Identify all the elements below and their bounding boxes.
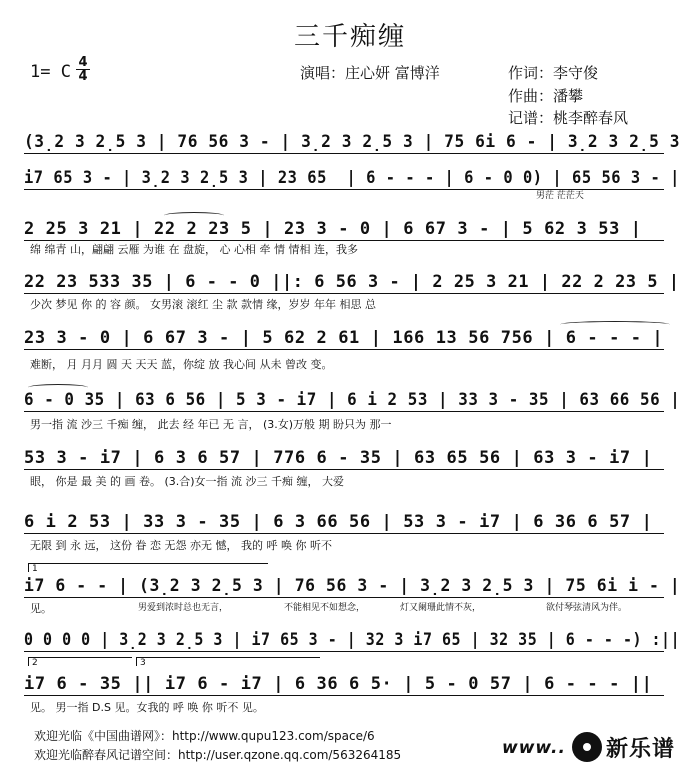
lyric-line: 男一指 流 沙三 千痴 缠， 此去 经 年已 无 言， (3.女)万般 期 盼只为 那一 <box>30 418 392 431</box>
underline-beam <box>24 651 664 652</box>
underline-beam <box>24 469 664 470</box>
transcriber-credit: 记谱：桃李醉春风 <box>508 109 629 127</box>
composer-credit: 作曲：潘攀 <box>508 87 584 105</box>
notation-line: 22 23 533 35 | 6 - - 0 ||: 6 56 3 - | 2 25 3 21 | 22 2 23 5 | <box>24 272 680 292</box>
logo-name: 新乐谱 <box>606 737 676 762</box>
lyric-line: 难断， 月 月月 圆 天 天天 蓝，你绽 放 我心间 从未 曾改 变。 <box>30 358 333 371</box>
lyric-line: 见。 男一指 D.S 见。女我的 呼 唤 你 听不 见。 <box>30 701 264 714</box>
footer-link-qupu123: 欢迎光临《中国曲谱网》：http://www.qupu123.com/space/6 <box>34 729 375 743</box>
aside-lyric-2: 不能相见不如想念， <box>284 603 366 613</box>
notation-line: i7 6 - - | (3̣2 3 2̣5 3 | 76 56 3 - | 3̣2 3 2̣5 3 | 75 6i i - | <box>24 576 681 596</box>
lyric-line: 见。 <box>30 602 52 615</box>
notation-line: (3̣2 3 2̣5 3 | 76 56 3 - | 3̣2 3 2̣5 3 | 75 6i 6 - | 3̣2 3 2̣5 3 <box>24 132 681 152</box>
aside-lyric-4: 欲付琴弦清风为伴。 <box>546 603 628 613</box>
notation-line: i7 6 - 35 || i7 6 - i7 | 6 36 6 5· | 5 - 0 57 | 6 - - - || <box>24 674 653 694</box>
time-signature <box>76 56 90 83</box>
notation-line: 0 0 0 0 | 3̣2 3 2̣5 3 | i7 65 3 - | 32 3 i7 65 | 32 35 | 6 - - -) :|| <box>24 630 681 650</box>
notation-line: 2 25 3 21 | 22 2 23 5 | 23 3 - 0 | 6 67 3 - | 5 62 3 53 | <box>24 219 642 239</box>
notation-line: 6 - 0 35 | 63 6 56 | 5 3 - i7 | 6 i 2 53 | 33 3 - 35 | 63 66 56 | <box>24 390 681 410</box>
score-system-1 <box>24 132 680 168</box>
time-signature-top: 4 <box>76 56 90 70</box>
logo-prefix: www.. <box>502 738 566 758</box>
underline-beam <box>24 533 664 534</box>
notation-line: 53 3 - i7 | 6 3 6 57 | 776 6 - 35 | 63 65 56 | 63 3 - i7 | <box>24 448 653 468</box>
volta-bracket-1: 1 <box>28 563 268 572</box>
underline-beam <box>24 293 664 294</box>
aside-lyric-1: 男爱到浓时总也无言， <box>138 603 229 613</box>
lyric-line: 少次 梦见 你 的 容 颜。 女男滚 滚红 尘 款 款情 缘，岁岁 年年 相思 总 <box>30 298 376 311</box>
volta-bracket-3: 3 <box>136 657 320 666</box>
underline-beam <box>24 349 664 350</box>
song-title: 三千痴缠 <box>293 22 406 52</box>
music-disc-icon <box>572 732 602 762</box>
lyric-line: 绵 绵青 山，翩翩 云雁 为谁 在 盘旋， 心 心相 牵 情 情相 连，我多 <box>30 243 358 256</box>
lyric-line: 无限 到 永 远， 这份 眷 恋 无怨 亦无 憾， 我的 呼 唤 你 听不 <box>30 539 332 552</box>
underline-beam <box>24 153 664 154</box>
slur-mark <box>28 384 88 391</box>
underline-beam <box>24 695 664 696</box>
underline-beam <box>24 411 664 412</box>
site-logo <box>502 730 692 764</box>
slur-mark <box>164 212 224 219</box>
notation-line: 23 3 - 0 | 6 67 3 - | 5 62 2 61 | 166 13 56 756 | 6 - - - | <box>24 328 664 348</box>
aside-lyric-3: 灯又阑珊此情不灰， <box>400 603 482 613</box>
lyric-line: 眼， 你是 最 美 的 画 卷。 (3.合)女一指 流 沙三 千痴 缠， 大爱 <box>30 475 345 488</box>
notation-line: 6 i 2 53 | 33 3 - 35 | 6 3 66 56 | 53 3 - i7 | 6 36 6 57 | <box>24 512 653 532</box>
notation-line: i7 65 3 - | 3̣2 3 2̣5 3 | 23 65 | 6 - - - | 6 - 0 0) | 65 56 3 - | <box>24 168 680 188</box>
lyricist-credit: 作词：李守俊 <box>508 64 599 82</box>
slur-mark <box>560 321 670 328</box>
key-signature: 1= C <box>30 62 71 82</box>
volta-bracket-2: 2 <box>28 657 132 666</box>
singers-credit: 演唱：庄心妍 富博洋 <box>300 64 440 82</box>
footer-link-qzone: 欢迎光临醉春风记谱空间：http://user.qzone.qq.com/563264185 <box>34 748 402 762</box>
time-signature-bottom: 4 <box>78 69 88 84</box>
lyric-line: 男茫 茫茫天 <box>536 191 584 201</box>
underline-beam <box>24 597 664 598</box>
